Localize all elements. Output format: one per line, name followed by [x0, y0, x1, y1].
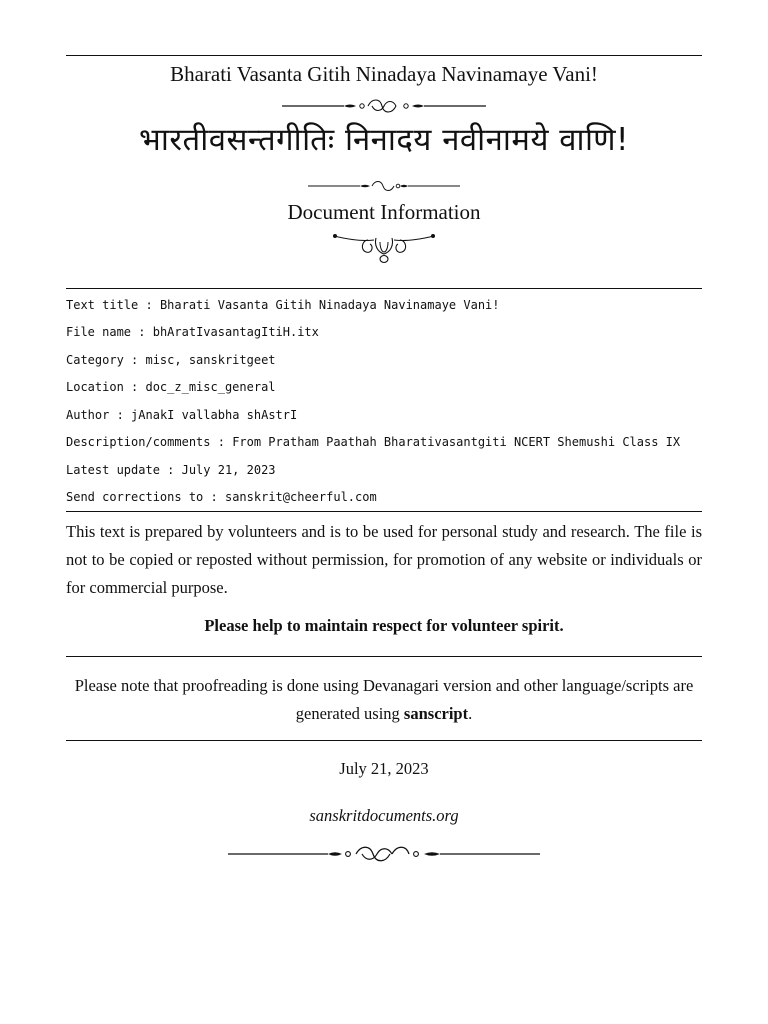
meta-value: Bharati Vasanta Gitih Ninadaya Navinamaye Vani!	[159, 298, 500, 312]
doc-info-bottom-rule	[66, 511, 702, 512]
meta-value: From Pratham Paathah Bharativasantgiti NCERT Shemushi Class IX	[232, 435, 681, 449]
notice-bottom-rule	[66, 656, 702, 657]
volunteer-spirit-note: Please help to maintain respect for volunteer spirit.	[204, 616, 564, 635]
meta-value: July 21, 2023	[181, 463, 276, 477]
proofreading-note	[66, 672, 702, 728]
document-page	[66, 0, 702, 1024]
doc-info-top-rule	[66, 288, 702, 289]
english-title: Bharati Vasanta Gitih Ninadaya Navinamaye Vani!	[170, 62, 598, 86]
meta-label: File name	[66, 325, 132, 339]
sanscript-name: sanscript	[403, 704, 469, 723]
meta-value: bhAratIvasantagItiH.itx	[152, 325, 319, 339]
meta-file-name: File name : bhAratIvasantagItiH.itx	[66, 325, 319, 339]
proofreading-text: Please note that proofreading is done using Devanagari version and other language/scripts are generated using	[74, 676, 694, 723]
volunteer-notice-paragraph: This text is prepared by volunteers and is to be used for personal study and research. The file is not to be copied or reposted without permission, for promotion of any website or individuals or for commercial purpose.	[66, 522, 702, 597]
proofreading-bottom-rule	[66, 740, 702, 741]
meta-label: Author	[66, 408, 110, 422]
meta-send-corrections: Send corrections to : sanskrit@cheerful.com	[66, 490, 377, 504]
meta-label: Send corrections to	[66, 490, 204, 504]
meta-value: jAnakI vallabha shAstrI	[131, 408, 298, 422]
meta-value: sanskrit@cheerful.com	[224, 490, 377, 504]
heading-scroll-ornament	[332, 226, 436, 266]
meta-value: doc_z_misc_general	[145, 380, 276, 394]
meta-category: Category : misc, sanskritgeet	[66, 353, 276, 367]
footer-date: July 21, 2023	[339, 759, 429, 778]
meta-latest-update: Latest update : July 21, 2023	[66, 463, 276, 477]
meta-label: Text title	[66, 298, 139, 312]
meta-label: Location	[66, 380, 124, 394]
meta-location: Location : doc_z_misc_general	[66, 380, 276, 394]
document-information-heading: Document Information	[287, 200, 481, 224]
meta-label: Description/comments	[66, 435, 211, 449]
proofreading-period: .	[468, 704, 473, 723]
devanagari-title: भारतीवसन्तगीतिः निनादय नवीनामये वाणि!	[139, 122, 629, 158]
subtitle-flourish-ornament	[308, 180, 460, 192]
top-rule	[66, 55, 702, 56]
meta-text-title: Text title : Bharati Vasanta Gitih Ninadaya Navinamaye Vani!	[66, 298, 500, 312]
meta-label: Latest update	[66, 463, 160, 477]
footer-site-name: sanskritdocuments.org	[309, 806, 459, 825]
meta-label: Category	[66, 353, 124, 367]
title-flourish-ornament	[282, 98, 486, 114]
meta-author: Author : jAnakI vallabha shAstrI	[66, 408, 298, 422]
meta-description: Description/comments : From Pratham Paathah Bharativasantgiti NCERT Shemushi Class IX	[66, 435, 681, 449]
meta-value: misc, sanskritgeet	[145, 353, 276, 367]
footer-flourish-ornament	[228, 846, 540, 862]
